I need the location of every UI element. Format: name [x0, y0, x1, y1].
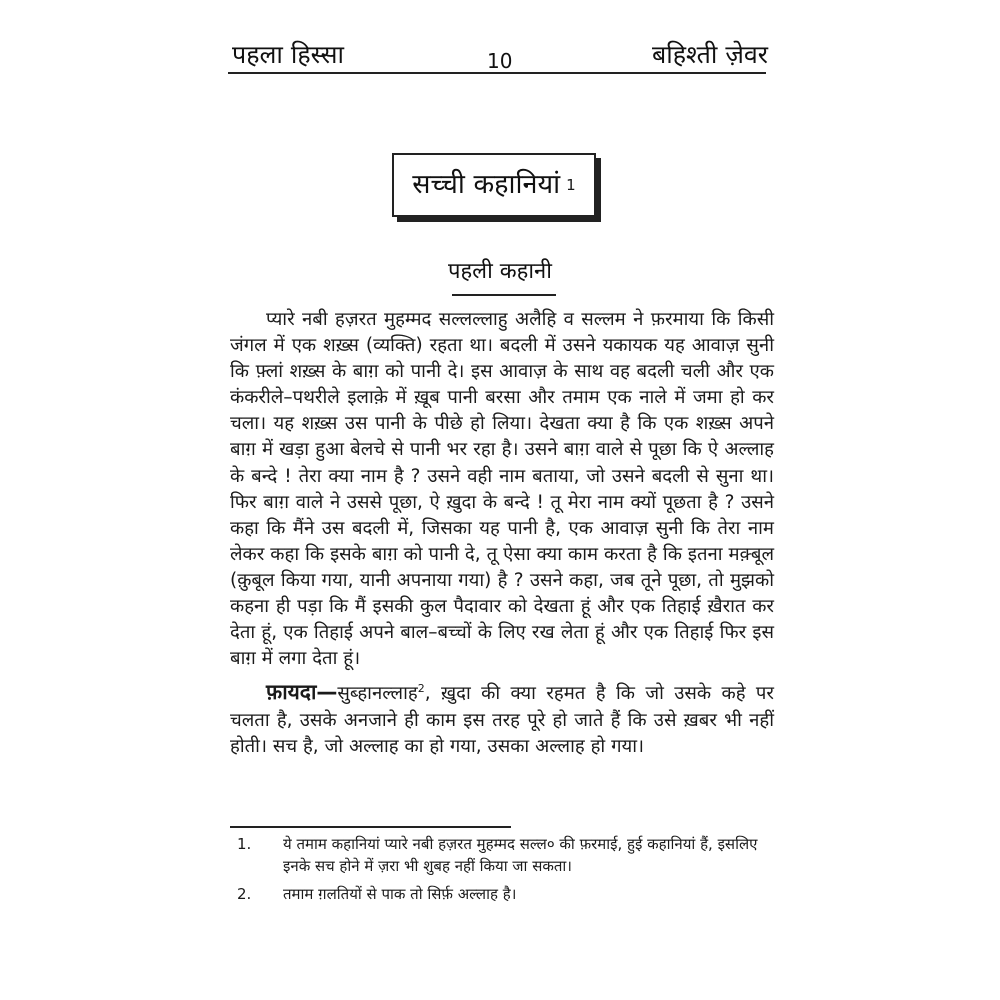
- running-header-left: पहला हिस्सा: [232, 40, 344, 69]
- chapter-title-box: [392, 153, 596, 217]
- section-title-underline: [452, 294, 556, 296]
- story-body: [230, 307, 774, 760]
- benefit-label: फ़ायदा—: [266, 680, 338, 705]
- section-title: पहली कहानी: [448, 259, 552, 284]
- story-paragraph: प्यारे नबी हज़रत मुहम्मद सल्लल्लाहु अलैहि व सल्लम ने फ़रमाया कि किसी जंगल में एक शख़्स (व्यक्ति) रहता था। बदली में उसने यकायक यह आवाज़ सुनी कि फ़्लां शख़्स के बाग़ को पानी दे। इस आवाज़ के साथ वह बदली चली और एक कंकरीले–पथरीले इलाक़े में ख़ूब पानी बरसा और तमाम एक नाले में जमा हो कर चला। यह शख़्स उस पानी के पीछे हो लिया। देखता क्या है कि एक शख़्स अपने बाग़ में खड़ा हुआ बेलचे से पानी भर रहा है। उसने बाग़ वाले से पूछा कि ऐ अल्लाह के बन्दे ! तेरा क्या नाम है ? उसने वही नाम बताया, जो उसने बदली से सुना था। फिर बाग़ वाले ने उससे पूछा, ऐ ख़ुदा के बन्दे ! तू मेरा नाम क्यों पूछता है ? उसने कहा कि मैंने उस बदली में, जिसका यह पानी है, एक आवाज़ सुनी कि तेरा नाम लेकर कहा कि इसके बाग़ को पानी दे, तू ऐसा क्या काम करता है कि इतना मक़्बूल (क़ुबूल किया गया, यानी अपनाया गया) है ? उसने कहा, जब तूने पूछा, तो मुझको कहना ही पड़ा कि मैं इसकी कुल पैदावार को देखता हूं और एक तिहाई ख़ैरात कर देता हूं, एक तिहाई अपने बाल–बच्चों के लिए रख लेता हूं और एक तिहाई फिर इस बाग़ में लगा देता हूं।: [230, 309, 774, 670]
- benefit-term: सुब्हानल्लाह: [337, 683, 418, 705]
- chapter-footnote-marker: 1: [566, 176, 576, 194]
- footnote-number: 2.: [237, 885, 252, 903]
- benefit-paragraph: [230, 676, 774, 759]
- footnote-number: 1.: [237, 835, 252, 853]
- footnote-2: [237, 883, 774, 905]
- chapter-title: सच्ची कहानियां: [412, 169, 561, 200]
- page-number: 10: [487, 49, 513, 73]
- header-rule: [228, 72, 766, 74]
- footnote-rule: [230, 826, 511, 828]
- benefit-footnote-marker: 2: [417, 682, 425, 696]
- footnote-text: तमाम ग़लतियों से पाक तो सिर्फ़ अल्लाह है।: [283, 885, 517, 903]
- footnote-1: [237, 833, 774, 877]
- running-header-right: बहिश्ती ज़ेवर: [652, 40, 768, 69]
- benefit-text: , ख़ुदा की क्या रहमत है कि जो उसके कहे पर चलता है, उसके अनजाने ही काम इस तरह पूरे हो जाते हैं कि उसे ख़बर भी नहीं होती। सच है, जो अल्लाह का हो गया, उसका अल्लाह हो गया।: [230, 683, 774, 757]
- footnote-text: ये तमाम कहानियां प्यारे नबी हज़रत मुहम्मद सल्ल० की फ़रमाई, हुई कहानियां हैं, इसलिए इनके सच होने में ज़रा भी शुबह नहीं किया जा सकता।: [283, 835, 758, 875]
